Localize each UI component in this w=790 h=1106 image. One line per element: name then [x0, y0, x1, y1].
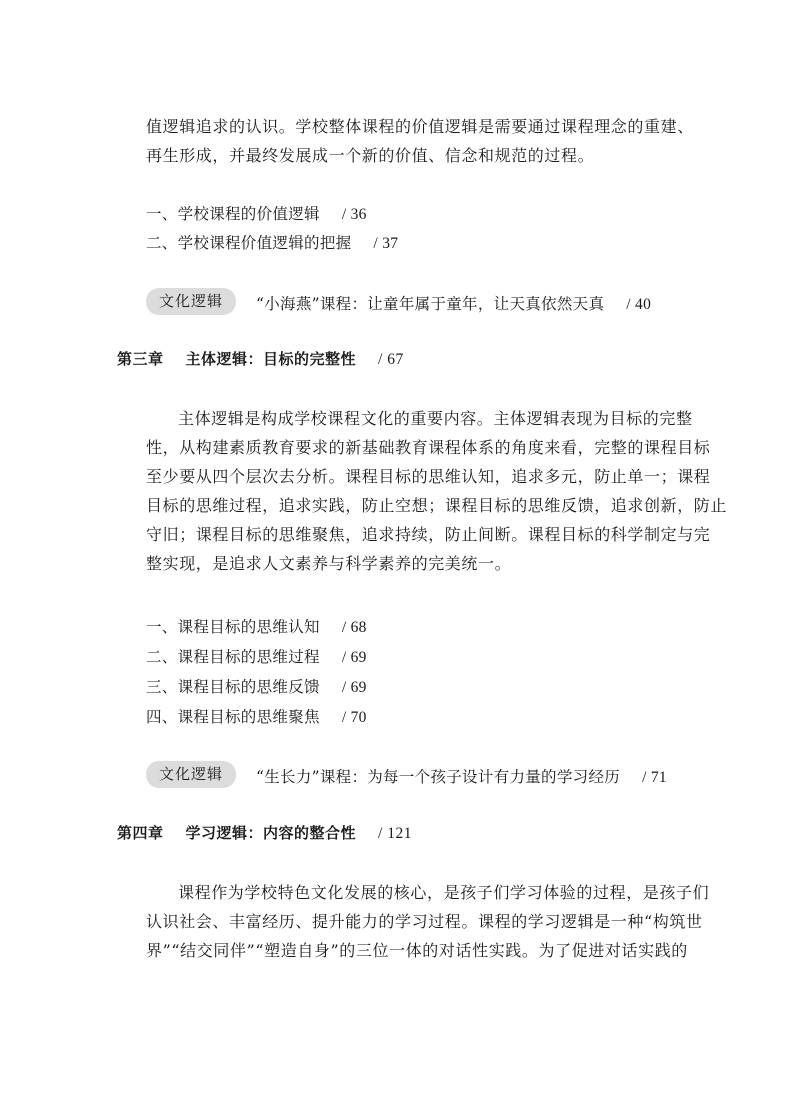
chapter-page: / 67	[378, 351, 404, 368]
toc-item-label: 二、学校课程价值逻辑的把握	[146, 234, 352, 252]
chapter3-summary-line: 守旧；课程目标的思维聚焦，追求持续，防止间断。课程目标的科学制定与完	[146, 525, 711, 544]
intro-line-1: 值逻辑追求的认识。学校整体课程的价值逻辑是需要通过课程理念的重建、	[146, 117, 694, 136]
chapter-title: 主体逻辑：目标的完整性	[185, 350, 357, 368]
intro-line-2: 再生形成，并最终发展成一个新的价值、信念和规范的过程。	[146, 146, 595, 165]
toc-item-page: / 69	[341, 649, 367, 666]
toc-item[interactable]	[146, 675, 367, 697]
toc-item[interactable]	[146, 615, 367, 637]
toc-item-page: / 37	[373, 235, 399, 252]
culture-logic-badge: 文化逻辑	[146, 288, 236, 315]
course-page: / 71	[642, 769, 667, 786]
chapter-page: / 121	[378, 825, 412, 842]
chapter4-summary-line: 界”“结交同伴”“塑造自身”的三位一体的对话性实践。为了促进对话实践的	[146, 941, 688, 960]
course-page: / 40	[626, 296, 652, 313]
toc-item[interactable]	[146, 645, 367, 667]
chapter4-summary-line: 认识社会、丰富经历、提升能力的学习过程。课程的学习逻辑是一种“构筑世	[146, 912, 703, 931]
toc-item[interactable]	[146, 202, 367, 224]
toc-item-label: 三、课程目标的思维反馈	[146, 678, 320, 696]
toc-item-page: / 69	[341, 679, 367, 696]
course-entry[interactable]	[256, 292, 651, 314]
course-title: “小海燕”课程：让童年属于童年，让天真依然天真	[256, 295, 605, 313]
chapter3-summary-line: 目标的思维过程，追求实践，防止空想；课程目标的思维反馈，追求创新，防止	[146, 496, 728, 515]
chapter-number: 第三章	[117, 350, 164, 368]
chapter4-summary-line: 课程作为学校特色文化发展的核心，是孩子们学习体验的过程，是孩子们	[178, 883, 710, 902]
chapter3-summary-line: 性，从构建素质教育要求的新基础教育课程体系的角度来看，完整的课程目标	[146, 438, 711, 457]
toc-item-page: / 70	[341, 709, 367, 726]
chapter3-summary-line: 至少要从四个层次去分析。课程目标的思维认知，追求多元，防止单一；课程	[146, 467, 711, 486]
toc-item-label: 一、课程目标的思维认知	[146, 618, 320, 636]
toc-item-label: 一、学校课程的价值逻辑	[146, 205, 320, 223]
chapter-heading[interactable]	[117, 348, 404, 369]
toc-item-label: 二、课程目标的思维过程	[146, 648, 320, 666]
culture-logic-badge: 文化逻辑	[146, 761, 236, 788]
course-title: “生长力”课程：为每一个孩子设计有力量的学习经历	[256, 768, 621, 786]
chapter3-summary-line: 主体逻辑是构成学校课程文化的重要内容。主体逻辑表现为目标的完整	[178, 409, 693, 428]
chapter-number: 第四章	[117, 824, 164, 842]
toc-item-label: 四、课程目标的思维聚焦	[146, 708, 320, 726]
chapter-heading[interactable]	[117, 822, 412, 843]
toc-item[interactable]	[146, 231, 398, 253]
toc-item[interactable]	[146, 705, 367, 727]
chapter-title: 学习逻辑：内容的整合性	[185, 824, 357, 842]
toc-item-page: / 36	[341, 206, 367, 223]
chapter3-summary-line: 整实现，是追求人文素养与科学素养的完美统一。	[146, 554, 512, 573]
toc-item-page: / 68	[341, 619, 367, 636]
course-entry[interactable]	[256, 765, 667, 787]
